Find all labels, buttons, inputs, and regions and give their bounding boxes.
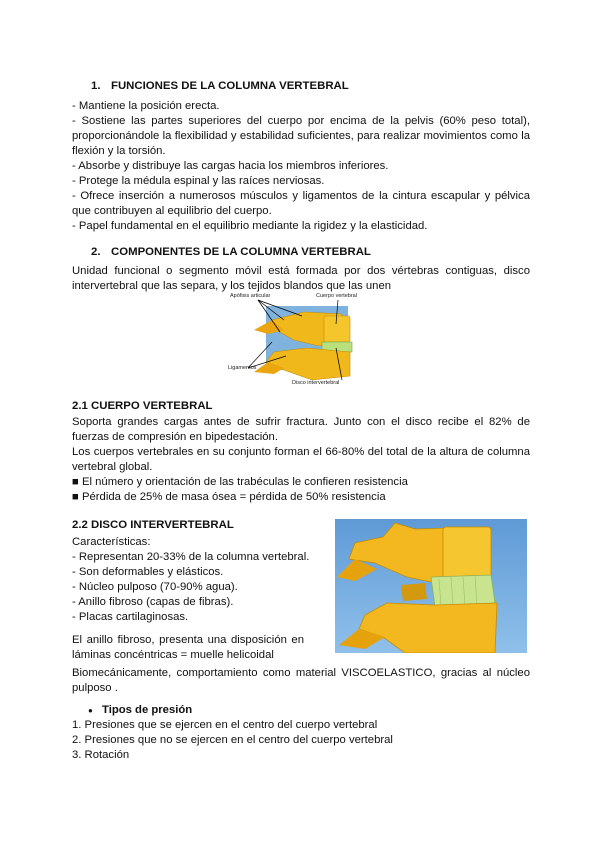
s1-item-1: - Mantiene la posición erecta. <box>72 100 220 112</box>
section-1-title: FUNCIONES DE LA COLUMNA VERTEBRAL <box>111 80 349 92</box>
s22-item-4: - Anillo fibroso (capas de fibras). <box>72 596 234 608</box>
s22-item-1: - Representan 20-33% de la columna vertebral. <box>72 551 310 563</box>
section-2-number: 2. <box>91 246 101 258</box>
section-2-1-title: 2.1 CUERPO VERTEBRAL <box>72 400 213 412</box>
bullet-square-icon: ■ <box>72 476 79 488</box>
tipo-1: 1. Presiones que se ejercen en el centro del cuerpo vertebral <box>72 719 378 731</box>
s1-item-6: - Papel fundamental en el equilibrio mediante la rigidez y la elasticidad. <box>72 220 428 232</box>
s1-item-2: - Sostiene las partes superiores del cuerpo por encima de la pelvis (60% peso total), proporcionándole la flexibilidad y estabilidad suficientes, para realizar movimientos como la flexión y la torsión. <box>72 115 530 158</box>
s22-item-5: - Placas cartilaginosas. <box>72 611 189 623</box>
tipos-heading <box>88 703 192 718</box>
disc-figure <box>335 519 527 653</box>
section-2-heading <box>91 245 371 260</box>
s21-bullet-1 <box>72 475 408 490</box>
s22-bio: Biomecánicamente, comportamiento como material VISCOELASTICO, gracias al núcleo pulposo . <box>72 667 530 695</box>
label-disco: Disco intervertebral <box>292 380 340 386</box>
section-2-2-title: 2.2 DISCO INTERVERTEBRAL <box>72 519 234 531</box>
s2-intro: Unidad funcional o segmento móvil está formada por dos vértebras contiguas, disco intervertebral que las separa, y los tejidos blandos que las unen <box>72 265 530 293</box>
s21-bullet-1-text: El número y orientación de las trabéculas le confieren resistencia <box>81 476 408 488</box>
s1-item-5: - Ofrece inserción a numerosos músculos y ligamentos de la cintura escapular y pélvica que contribuyen al equilibrio del cuerpo. <box>72 190 530 218</box>
label-cuerpo: Cuerpo vertebral <box>316 293 357 299</box>
s21-bullet-2-text: Pérdida de 25% de masa ósea = pérdida de 50% resistencia <box>81 491 386 503</box>
s21-bullet-2 <box>72 490 386 505</box>
motion-segment-figure <box>224 290 376 388</box>
s22-caract-label: Características: <box>72 536 151 548</box>
section-2-title: COMPONENTES DE LA COLUMNA VERTEBRAL <box>111 246 371 258</box>
disc-illustration <box>335 519 527 653</box>
bullet-dot-icon: ● <box>88 706 93 715</box>
s22-item-3: - Núcleo pulposo (70-90% agua). <box>72 581 238 593</box>
label-articular: Apófisis articular <box>230 293 271 299</box>
tipo-2: 2. Presiones que no se ejercen en el centro del cuerpo vertebral <box>72 734 393 746</box>
vertebrae-illustration <box>224 290 376 388</box>
s21-p1: Soporta grandes cargas antes de sufrir fractura. Junto con el disco recibe el 82% de fuerzas de compresión en bipedestación. <box>72 416 530 444</box>
s1-item-3: - Absorbe y distribuye las cargas hacia los miembros inferiores. <box>72 160 389 172</box>
s1-item-4: - Protege la médula espinal y las raíces nerviosas. <box>72 175 325 187</box>
label-ligamentos: Ligamentos <box>228 365 257 371</box>
tipos-title: Tipos de presión <box>102 704 193 716</box>
section-1-number: 1. <box>91 80 101 92</box>
s22-item-2: - Son deformables y elásticos. <box>72 566 224 578</box>
section-1-heading <box>91 79 349 94</box>
bullet-square-icon: ■ <box>72 491 79 503</box>
s22-anillo: El anillo fibroso, presenta una disposición en láminas concéntricas = muelle helicoidal <box>72 634 304 662</box>
tipo-3: 3. Rotación <box>72 749 130 761</box>
s21-p2: Los cuerpos vertebrales en su conjunto forman el 66-80% del total de la altura de columna vertebral global. <box>72 446 530 474</box>
